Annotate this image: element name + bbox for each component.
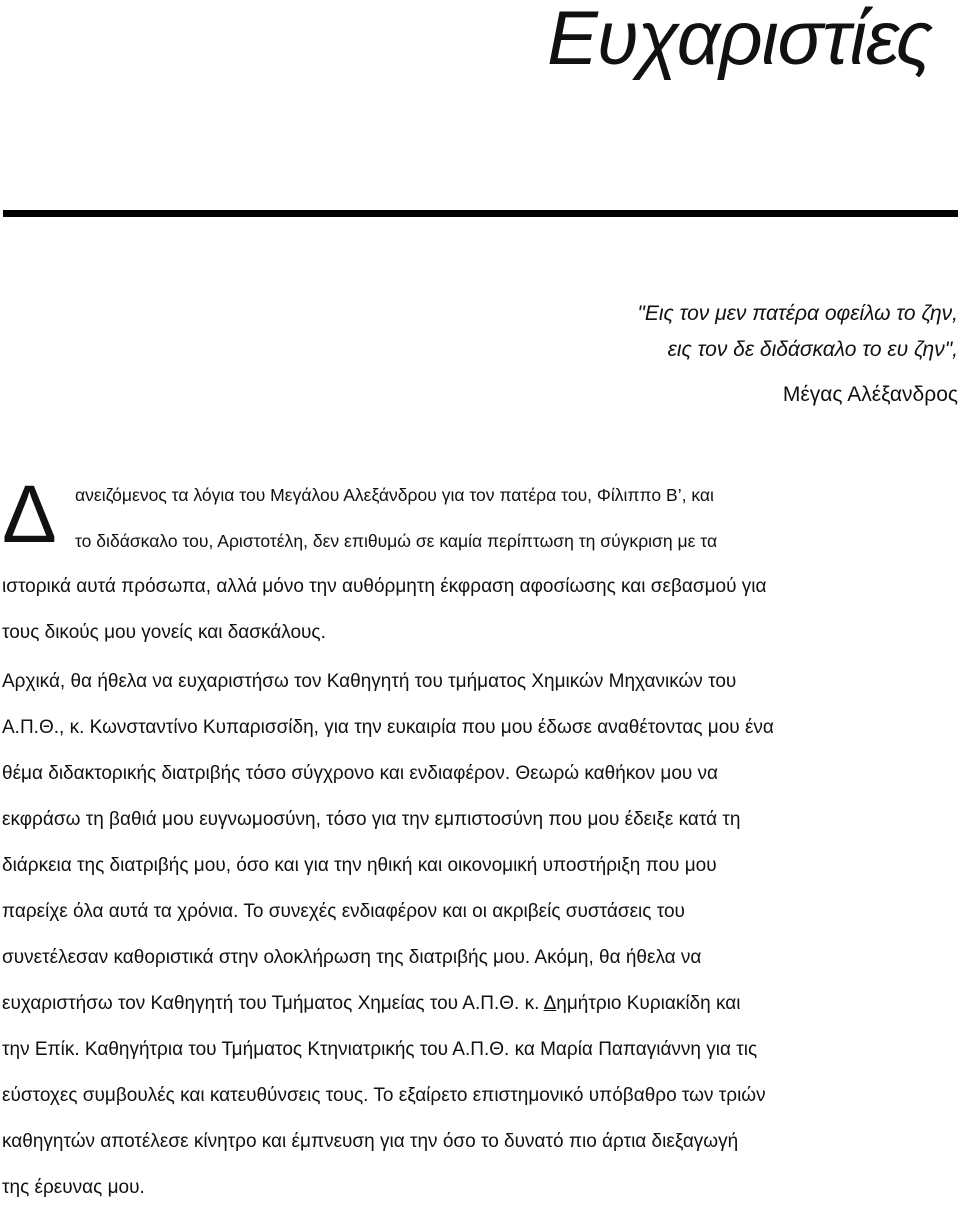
paragraph-2-line: Α.Π.Θ., κ. Κωνσταντίνο Κυπαρισσίδη, για την ευκαιρία που μου έδωσε αναθέτοντας μου ένα [2,717,774,738]
paragraph-1-line: ανειζόμενος τα λόγια του Μεγάλου Αλεξάνδρου για τον πατέρα του, Φίλιππο Β’, και [75,485,714,505]
acknowledgements-body [2,469,957,1211]
paragraph-2-line: συνετέλεσαν καθοριστικά στην ολοκλήρωση της διατριβής μου. Ακόμη, θα ήθελα να [2,947,702,968]
title-divider [3,210,958,217]
paragraph-2-line: παρείχε όλα αυτά τα χρόνια. Το συνεχές ενδιαφέρον και οι ακριβείς συστάσεις του [2,901,685,922]
page-title: Ευχαριστίες [547,0,932,81]
epigraph [637,296,958,413]
drop-cap: Δ [2,469,57,560]
epigraph-line-2: εις τον δε διδάσκαλο το ευ ζην", [667,338,958,361]
paragraph-1-line: το διδάσκαλο του, Αριστοτέλη, δεν επιθυμώ σε καμία περίπτωση τη σύγκριση με τα [75,531,718,551]
paragraph-2-line: της έρευνας μου. [2,1177,145,1198]
paragraph-1-line: τους δικούς μου γονείς και δασκάλους. [2,622,326,643]
paragraph-2-line: ευχαριστήσω τον Καθηγητή του Τμήματος Χημείας του Α.Π.Θ. κ. Δημήτριο Κυριακίδη και [2,993,741,1014]
paragraph-1-line: ιστορικά αυτά πρόσωπα, αλλά μόνο την αυθόρμητη έκφραση αφοσίωσης και σεβασμού για [2,576,767,597]
paragraph-2-line: θέμα διδακτορικής διατριβής τόσο σύγχρονο και ενδιαφέρον. Θεωρώ καθήκον μου να [2,763,719,784]
epigraph-author: Μέγας Αλέξανδρος [782,383,958,406]
paragraph-2-line: διάρκεια της διατριβής μου, όσο και για την ηθική και οικονομική υποστήριξη που μου [2,855,717,876]
paragraph-2-line: την Επίκ. Καθηγήτρια του Τμήματος Κτηνιατρικής του Α.Π.Θ. κα Μαρία Παπαγιάννη για τις [2,1039,758,1060]
paragraph-2-line: καθηγητών αποτέλεσε κίνητρο και έμπνευση για την όσο το δυνατό πιο άρτια διεξαγωγή [2,1131,739,1152]
paragraph-2-line: εύστοχες συμβουλές και κατευθύνσεις τους. Το εξαίρετο επιστημονικό υπόβαθρο των τριών [2,1085,766,1106]
underlined-letter: Δ [543,993,557,1014]
paragraph-2-line: Αρχικά, θα ήθελα να ευχαριστήσω τον Καθηγητή του τμήματος Χημικών Μηχανικών του [2,671,737,692]
epigraph-line-1: "Εις τον μεν πατέρα οφείλω το ζην, [637,302,958,325]
paragraph-2-line: εκφράσω τη βαθιά μου ευγνωμοσύνη, τόσο για την εμπιστοσύνη που μου έδειξε κατά τη [2,809,741,830]
paragraph-2 [2,659,957,1211]
paragraph-1 [2,469,957,656]
